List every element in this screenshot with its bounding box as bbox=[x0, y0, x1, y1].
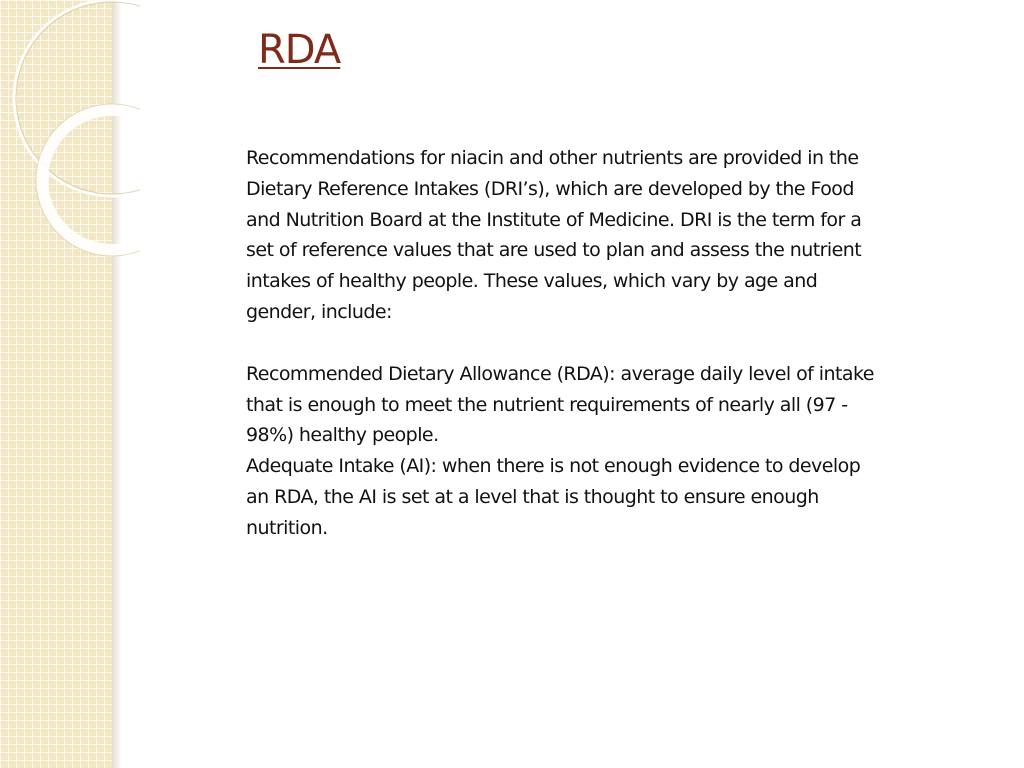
large-ring-shadow bbox=[16, 2, 140, 194]
slide-body bbox=[246, 143, 886, 544]
paragraph-spacer bbox=[246, 328, 886, 359]
large-ring-arc bbox=[14, 0, 140, 196]
ai-paragraph: Adequate Intake (AI): when there is not enough evidence to develop an RDA, the AI is set at a level that is thought to ensure enough nutrition. bbox=[246, 455, 861, 539]
slide-title: RDA bbox=[258, 27, 341, 73]
intro-paragraph: Recommendations for niacin and other nutrients are provided in the Dietary Reference Intakes (DRI’s), which are developed by the Food and Nutrition Board at the Institute of Medicine. DRI is the term for a set of reference values that are used to plan and assess the nutrient intakes of healthy people. These values, which vary by age and gender, include: bbox=[246, 147, 862, 323]
decorative-rings bbox=[0, 0, 140, 260]
small-ring-shadow bbox=[36, 104, 140, 256]
rda-paragraph: Recommended Dietary Allowance (RDA): average daily level of intake that is enough to meet the nutrient requirements of nearly all (97 - 98%) healthy people. bbox=[246, 362, 874, 447]
